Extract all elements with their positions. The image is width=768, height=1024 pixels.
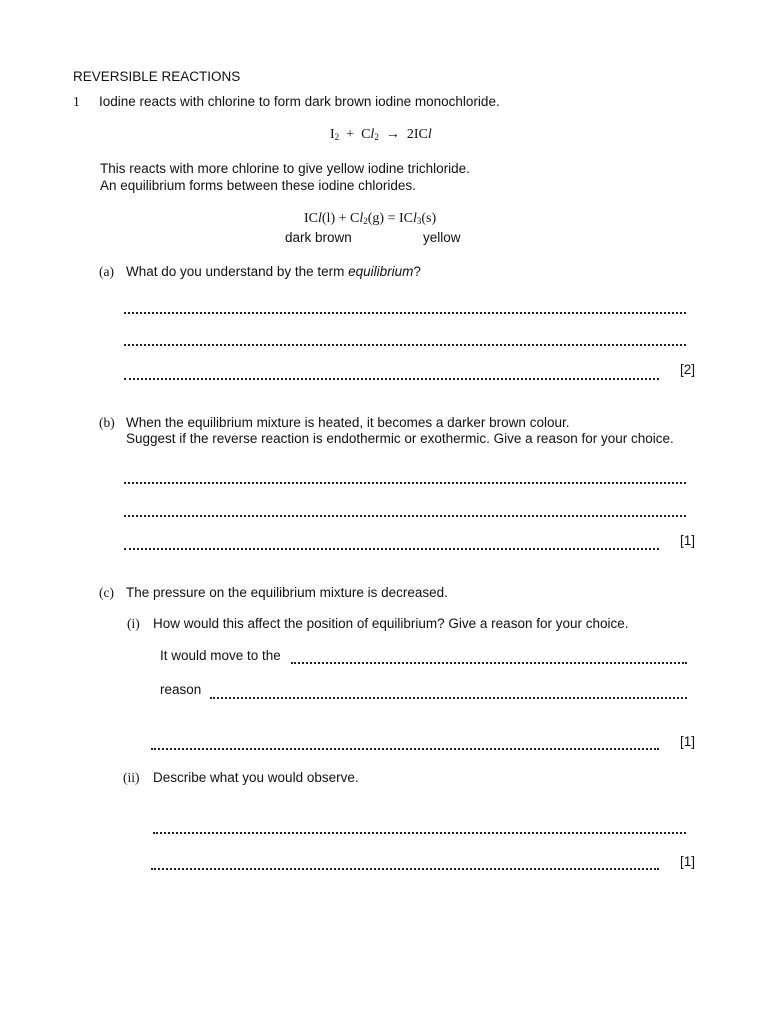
eq1-reactant1: I — [330, 127, 335, 142]
eq2-equals: = — [387, 211, 396, 226]
question-intro: Iodine reacts with chlorine to form dark brown iodine monochloride. — [99, 94, 500, 109]
eq1-reactant2-l: l — [370, 127, 375, 142]
answer-line-a2[interactable] — [124, 344, 686, 346]
intro-line-3: An equilibrium forms between these iodine chlorides. — [100, 178, 416, 193]
answer-line-cii2[interactable] — [151, 868, 659, 870]
eq2-r1-l: l — [318, 211, 322, 226]
eq2-product: IC — [398, 211, 413, 226]
part-ci-label: (i) — [127, 616, 140, 631]
page-title: REVERSIBLE REACTIONS — [73, 69, 241, 84]
part-a-text-after: ? — [413, 264, 421, 279]
answer-line-a3[interactable] — [124, 378, 659, 380]
answer-line-b1[interactable] — [124, 482, 686, 484]
answer-line-direction[interactable] — [291, 662, 687, 664]
question-number: 1 — [73, 94, 80, 109]
eq2-r2-l: l — [359, 211, 364, 226]
move-label: It would move to the — [160, 648, 281, 663]
part-cii-label: (ii) — [123, 770, 140, 785]
answer-line-b2[interactable] — [124, 515, 686, 517]
eq2-product-subscript: 3 — [416, 216, 422, 226]
part-b-marks: [1] — [680, 533, 696, 548]
part-b-label: (b) — [99, 415, 115, 430]
part-c-label: (c) — [99, 585, 114, 600]
part-a-text: What do you understand by the term — [126, 264, 349, 279]
equation-2 — [304, 211, 436, 229]
answer-line-cii1[interactable] — [153, 832, 686, 834]
eq2-product-state: (s) — [421, 211, 437, 226]
part-b-line-2: Suggest if the reverse reaction is endothermic or exothermic. Give a reason for your choice. — [126, 431, 674, 446]
eq2-r2-subscript: 2 — [363, 216, 368, 226]
part-ci-text: How would this affect the position of equilibrium? Give a reason for your choice. — [153, 616, 629, 631]
eq1-reactant2: C — [361, 127, 371, 142]
label-yellow: yellow — [423, 230, 461, 245]
part-ci-marks: [1] — [680, 734, 696, 749]
eq1-arrow: → — [385, 127, 400, 142]
part-a-term: equilibrium — [348, 264, 414, 279]
answer-line-reason[interactable] — [210, 697, 687, 699]
answer-line-b3[interactable] — [124, 548, 659, 550]
eq1-reactant2-subscript: 2 — [374, 132, 379, 142]
equation-1 — [330, 127, 432, 145]
eq2-r1-state: (l) + C — [321, 211, 360, 226]
eq2-product-l: l — [412, 211, 417, 226]
eq1-plus: + — [346, 127, 355, 142]
reason-label: reason — [160, 682, 202, 697]
eq2-r2-state: (g) — [367, 211, 385, 226]
eq1-reactant1-subscript: 2 — [334, 132, 340, 142]
eq1-product-l: l — [427, 127, 432, 142]
eq2-r1: IC — [304, 211, 318, 226]
part-a-question — [126, 264, 421, 280]
part-cii-marks: [1] — [680, 854, 696, 869]
part-a-marks: [2] — [680, 362, 696, 377]
eq1-product: 2IC — [406, 127, 428, 142]
part-a-label: (a) — [99, 264, 114, 279]
part-c-text: The pressure on the equilibrium mixture is decreased. — [126, 585, 448, 600]
answer-line-ci3[interactable] — [151, 748, 659, 750]
part-cii-text: Describe what you would observe. — [153, 770, 359, 785]
intro-line-2: This reacts with more chlorine to give yellow iodine trichloride. — [100, 161, 470, 176]
answer-line-a1[interactable] — [124, 312, 686, 314]
label-dark-brown: dark brown — [285, 230, 352, 245]
part-b-line-1: When the equilibrium mixture is heated, it becomes a darker brown colour. — [126, 415, 570, 430]
